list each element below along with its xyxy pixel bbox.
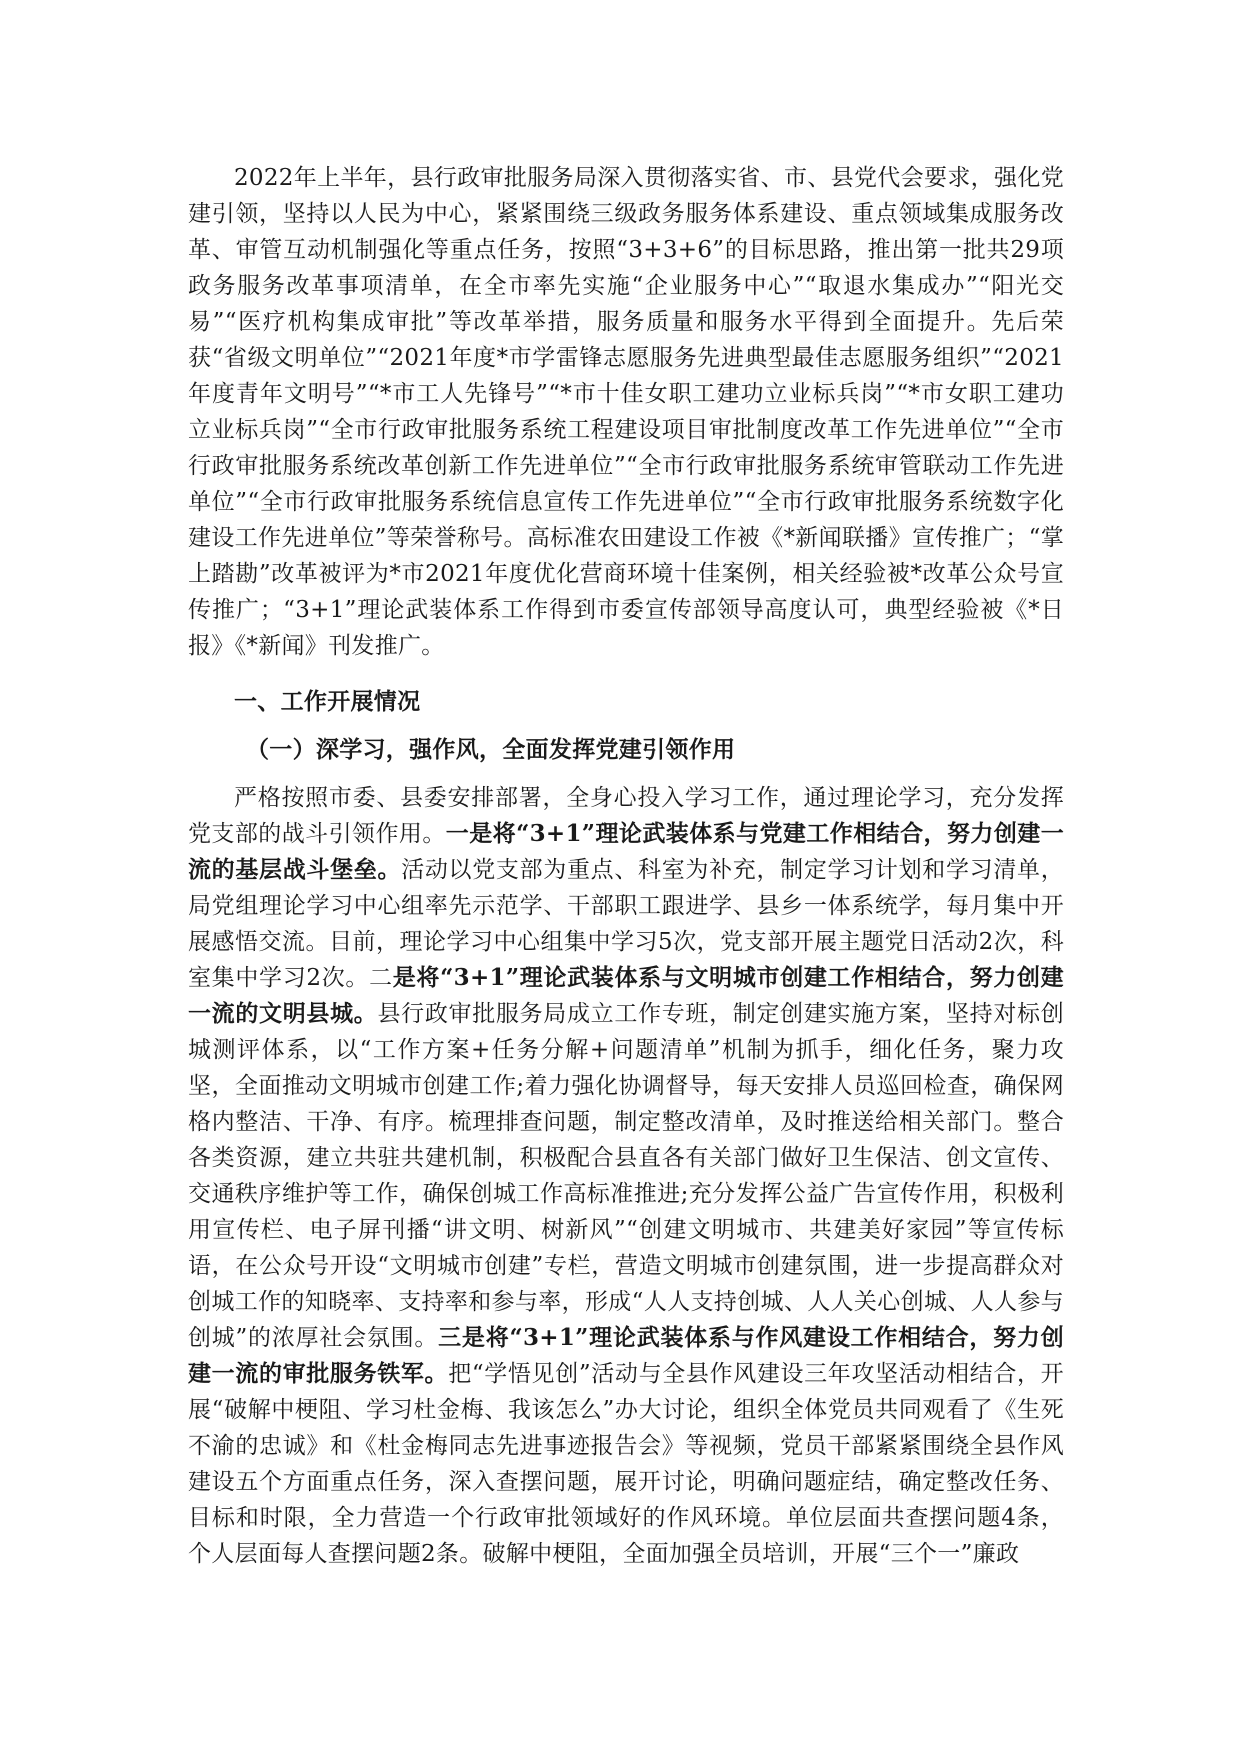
body-bold-3: 三是将“3+1”理论武装体系与作风建设工作相结合，努力创建一流的审批服务铁军。 <box>188 1324 1064 1387</box>
body-text-2: 活动以党支部为重点、科室为补充，制定学习计划和学习清单，局党组理论学习中心组率先示范学、干部职工跟进学、县乡一体系统学，每月集中开展感悟交流。目前，理论学习中心组集中学习5次，党支部开展主题党日活动2次，科室集中学习2次。二 <box>188 857 1065 991</box>
section-heading <box>188 684 1064 720</box>
body-paragraph <box>188 780 1064 1572</box>
subsection-title: （一）深学习，强作风，全面发挥党建引领作用 <box>246 736 736 763</box>
subsection-heading <box>188 732 1064 768</box>
document-body <box>188 160 1064 1572</box>
body-text-4: 把“学悟见创”活动与全县作风建设三年攻坚活动相结合，开展“破解中梗阻、学习杜金梅、我该怎么”办大讨论，组织全体党员共同观看了《生死不渝的忠诚》和《杜金梅同志先进事迹报告会》等视频，党员干部紧紧围绕全县作风建设五个方面重点任务，深入查摆问题，展开讨论，明确问题症结，确定整改任务、目标和时限，全力营造一个行政审批领域好的作风环境。单位层面共查摆问题4条，个人层面每人查摆问题2条。破解中梗阻，全面加强全员培训，开展“三个一”廉政 <box>188 1361 1064 1567</box>
intro-text: 2022年上半年，县行政审批服务局深入贯彻落实省、市、县党代会要求，强化党建引领，坚持以人民为中心，紧紧围绕三级政务服务体系建设、重点领域集成服务改革、审管互动机制强化等重点任务，按照“3+3+6”的目标思路，推出第一批共29项政务服务改革事项清单，在全市率先实施“企业服务中心”“取退水集成办”“阳光交易”“医疗机构集成审批”等改革举措，服务质量和服务水平得到全面提升。先后荣获“省级文明单位”“2021年度*市学雷锋志愿服务先进典型最佳志愿服务组织”“2021年度青年文明号”“*市工人先锋号”“*市十佳女职工建功立业标兵岗”“*市女职工建功立业标兵岗”“全市行政审批服务系统工程建设项目审批制度改革工作先进单位”“全市行政审批服务系统改革创新工作先进单位”“全市行政审批服务系统审管联动工作先进单位”“全市行政审批服务系统信息宣传工作先进单位”“全市行政审批服务系统数字化建设工作先进单位”等荣誉称号。高标准农田建设工作被《*新闻联播》宣传推广；“掌上踏勘”改革被评为*市2021年度优化营商环境十佳案例，相关经验被*改革公众号宣传推广；“3+1”理论武装体系工作得到市委宣传部领导高度认可，典型经验被《*日报》《*新闻》刊发推广。 <box>188 165 1064 659</box>
body-text-3: 县行政审批服务局成立工作专班，制定创建实施方案，坚持对标创城测评体系，以“工作方案+任务分解+问题清单”机制为抓手，细化任务，聚力攻坚，全面推动文明城市创建工作;着力强化协调督导，每天安排人员巡回检查，确保网格内整洁、干净、有序。梳理排查问题，制定整改清单，及时推送给相关部门。整合各类资源，建立共驻共建机制，积极配合县直各有关部门做好卫生保洁、创文宣传、交通秩序维护等工作，确保创城工作高标准推进;充分发挥公益广告宣传作用，积极利用宣传栏、电子屏刊播“讲文明、树新风”“创建文明城市、共建美好家园”等宣传标语，在公众号开设“文明城市创建”专栏，营造文明城市创建氛围，进一步提高群众对创城工作的知晓率、支持率和参与率，形成“人人支持创城、人人关心创城、人人参与创城”的浓厚社会氛围。 <box>188 1001 1065 1351</box>
intro-paragraph <box>188 160 1064 664</box>
body-bold-1: 一是将“3+1”理论武装体系与党建工作相结合，努力创建一流的基层战斗堡垒。 <box>188 820 1064 883</box>
body-bold-2: 是将“3+1”理论武装体系与文明城市创建工作相结合，努力创建一流的文明县城。 <box>188 964 1064 1027</box>
body-text-1: 严格按照市委、县委安排部署，全身心投入学习工作，通过理论学习，充分发挥党支部的战斗引领作用。 <box>188 785 1064 847</box>
section-title: 一、工作开展情况 <box>234 688 421 715</box>
